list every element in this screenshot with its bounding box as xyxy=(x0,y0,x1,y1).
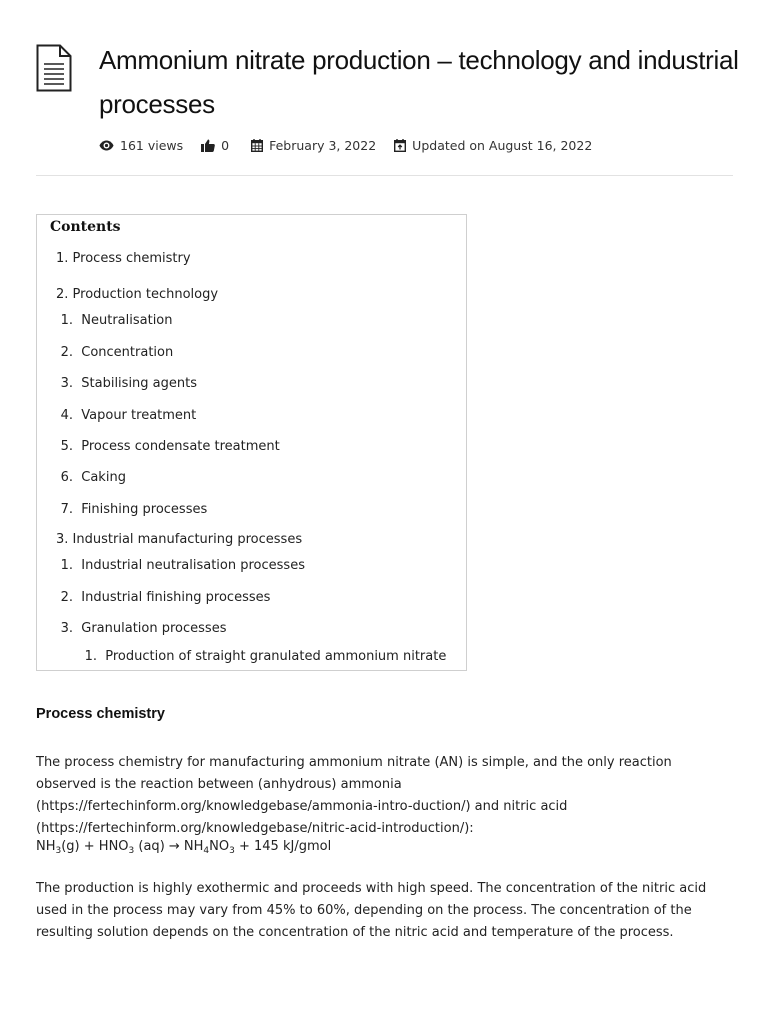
paragraph-exothermic: The production is highly exothermic and proceeds with high speed. The concentration of the nitric acid used in the process may vary from 45% to 60%, depending on the process. The concentration of the resulting solution depends on the concentration of the nitric acid and temperature of the process. xyxy=(36,881,707,940)
toc-heading: Contents xyxy=(50,219,121,235)
eye-icon xyxy=(99,140,114,151)
toc-item-process-chemistry[interactable]: 1. Process chemistry xyxy=(56,251,191,266)
toc-item-neutralisation[interactable]: 1. Neutralisation xyxy=(60,313,173,328)
header-divider xyxy=(36,175,733,176)
likes-count: 0 xyxy=(221,137,230,153)
published-label: February 3, 2022 xyxy=(269,137,377,153)
article-meta xyxy=(99,136,610,154)
paragraph-intro: The process chemistry for manufacturing ammonium nitrate (AN) is simple, and the only reaction observed is the reaction between (anhydrous) ammonia (https://fertechinform.org/knowledgebase/ammonia-intro-duction/) and nitric acid (https://fertechinform.org/knowledgebase/nitric-acid-introduction/): xyxy=(36,755,672,836)
published-date xyxy=(251,138,376,153)
views-label: 161 views xyxy=(120,137,184,153)
document-icon xyxy=(36,44,72,92)
toc-item-vapour-treatment[interactable]: 4. Vapour treatment xyxy=(60,408,197,423)
calendar-icon xyxy=(251,139,263,152)
toc-item-caking[interactable]: 6. Caking xyxy=(60,470,126,485)
toc-item-production-technology[interactable]: 2. Production technology xyxy=(56,287,219,302)
table-of-contents xyxy=(36,214,467,671)
toc-item-concentration[interactable]: 2. Concentration xyxy=(60,345,174,360)
updated-date xyxy=(394,138,592,153)
toc-item-finishing-processes[interactable]: 7. Finishing processes xyxy=(60,502,208,517)
thumbs-up-icon xyxy=(201,139,215,152)
chemical-equation: $NH_3(g) + HNO_3$ $(aq) \to NH_4NO_3 + 145$ kJ/gmol xyxy=(36,839,332,856)
toc-item-process-condensate-treatment[interactable]: 5. Process condensate treatment xyxy=(60,439,280,454)
updated-label: Updated on August 16, 2022 xyxy=(412,137,593,153)
views-count xyxy=(99,138,183,153)
toc-item-straight-granulated-an[interactable]: 1. Production of straight granulated ammonium nitrate xyxy=(84,649,447,664)
toc-item-granulation-processes[interactable]: 3. Granulation processes xyxy=(60,621,227,636)
calendar-updated-icon xyxy=(394,139,406,152)
toc-item-industrial-finishing-processes[interactable]: 2. Industrial finishing processes xyxy=(60,590,271,605)
section-heading: Process chemistry xyxy=(36,706,165,722)
toc-item-industrial-manufacturing-processes[interactable]: 3. Industrial manufacturing processes xyxy=(56,532,303,547)
toc-item-industrial-neutralisation-processes[interactable]: 1. Industrial neutralisation processes xyxy=(60,558,305,573)
like-button[interactable] xyxy=(201,138,229,153)
page-title: Ammonium nitrate production – technology and industrial processes xyxy=(99,45,739,119)
toc-item-stabilising-agents[interactable]: 3. Stabilising agents xyxy=(60,376,198,391)
